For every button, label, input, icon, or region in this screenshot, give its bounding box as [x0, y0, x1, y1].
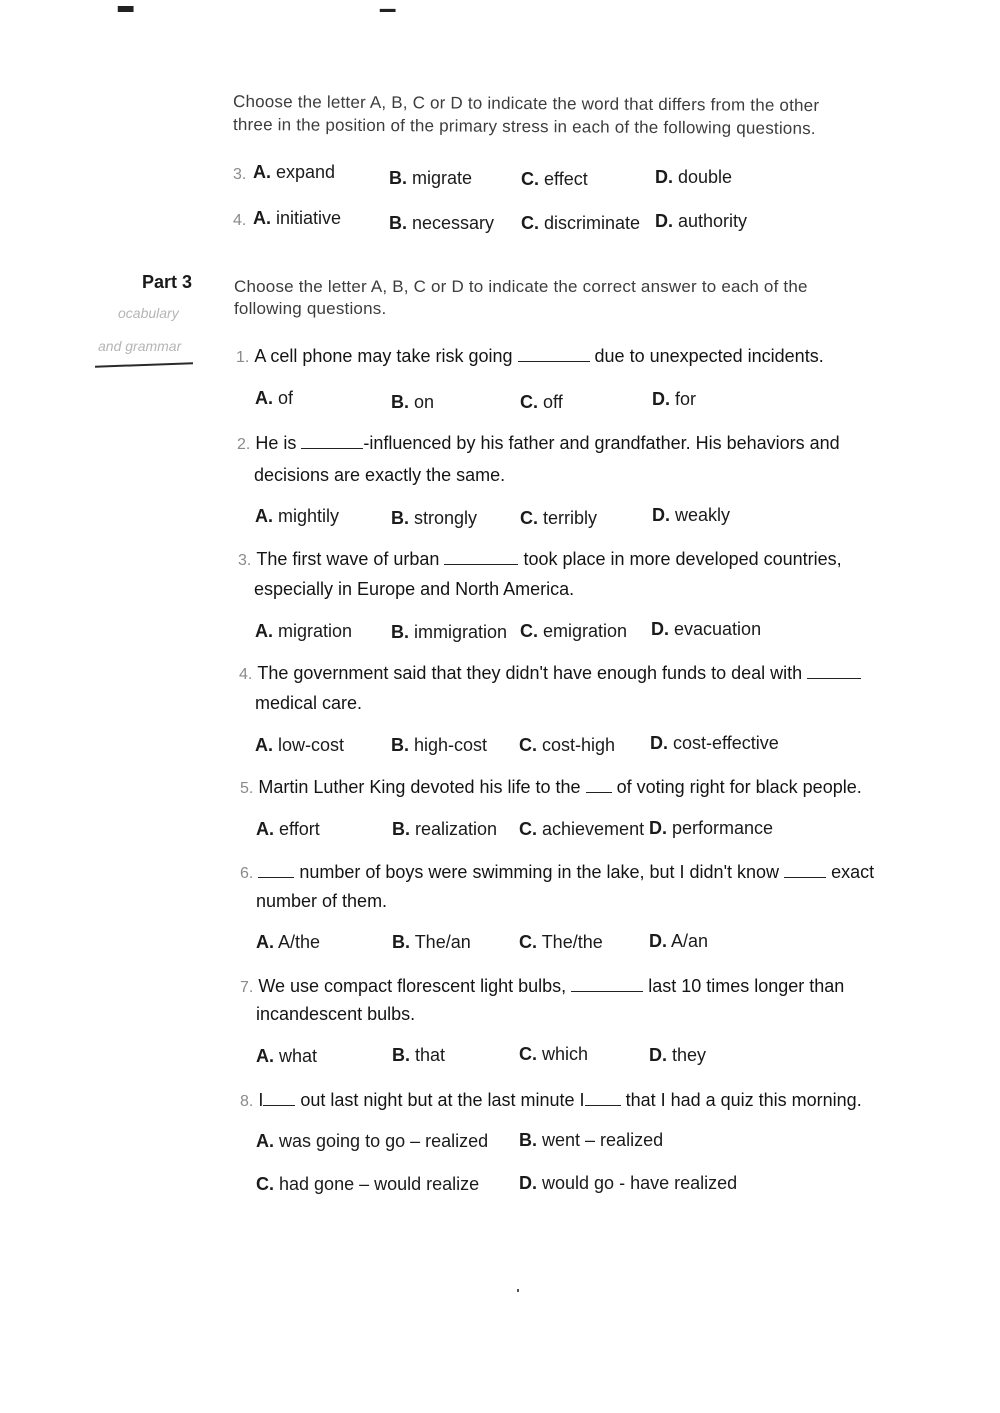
- scan-mark-right: ▁: [380, 0, 396, 12]
- question-4-line2: medical care.: [255, 693, 363, 713]
- question-number: 7.: [240, 979, 254, 996]
- question-number: 3.: [233, 166, 247, 183]
- side-label-vocabulary: ocabulary: [118, 305, 179, 321]
- scan-mark-left: ▂: [118, 0, 134, 12]
- question-3-line2: especially in Europe and North America.: [254, 579, 575, 599]
- option-c[interactable]: C. achievement: [519, 819, 645, 839]
- option-d[interactable]: D. weakly: [652, 505, 731, 525]
- answer-blank[interactable]: [807, 664, 861, 679]
- part-label: Part 3: [142, 272, 193, 292]
- option-c[interactable]: C. emigration: [520, 621, 628, 641]
- option-b[interactable]: B. realization: [392, 819, 498, 839]
- stress-question: [233, 162, 251, 186]
- answer-blank[interactable]: [518, 347, 590, 362]
- question-8: 8. I out last night but at the last minute I that I had a quiz this morning.: [240, 1090, 862, 1110]
- option-a[interactable]: A. A/the: [256, 932, 321, 952]
- option-a[interactable]: A. was going to go – realized: [256, 1131, 489, 1151]
- option-d[interactable]: D. performance: [649, 818, 774, 838]
- answer-blank[interactable]: [444, 550, 518, 565]
- scan-speck: [517, 1289, 519, 1292]
- question-4: 4. The government said that they didn't have enough funds to deal with: [239, 662, 861, 686]
- stress-instruction-line1: Choose the letter A, B, C or D to indicate the word that differs from the other: [232, 91, 820, 116]
- option-b[interactable]: B. on: [391, 392, 435, 412]
- option-a[interactable]: A. mightily: [255, 506, 340, 526]
- option-a[interactable]: A. initiative: [253, 208, 342, 228]
- question-number: 2.: [237, 436, 251, 453]
- stress-instruction-line2: three in the position of the primary stress in each of the following questions.: [232, 114, 816, 139]
- option-a[interactable]: A. of: [255, 388, 294, 408]
- option-b[interactable]: B. The/an: [392, 932, 471, 952]
- side-underline: [95, 362, 193, 367]
- answer-blank[interactable]: [258, 863, 294, 878]
- option-d[interactable]: D. for: [652, 389, 697, 409]
- question-2: 2. He is -influenced by his father and grandfather. His behaviors and: [237, 433, 840, 453]
- part3-instruction-line1: Choose the letter A, B, C or D to indicate the correct answer to each of the: [234, 277, 808, 296]
- option-a[interactable]: A. expand: [253, 162, 336, 182]
- option-d[interactable]: D. authority: [655, 211, 748, 231]
- option-a[interactable]: A. low-cost: [255, 735, 345, 755]
- option-a[interactable]: A. migration: [255, 621, 353, 641]
- option-c[interactable]: C. which: [519, 1044, 589, 1064]
- question-1: 1. A cell phone may take risk going due to unexpected incidents.: [236, 346, 824, 366]
- question-number: 6.: [240, 865, 254, 882]
- question-6-line2: number of them.: [256, 891, 388, 911]
- option-a[interactable]: A. what: [256, 1046, 318, 1066]
- option-c[interactable]: C. discriminate: [521, 213, 641, 233]
- option-d[interactable]: D. A/an: [649, 931, 709, 951]
- option-c[interactable]: C. terribly: [520, 508, 598, 528]
- question-number: 3.: [238, 552, 252, 569]
- question-number: 5.: [240, 780, 254, 797]
- option-c[interactable]: C. off: [520, 392, 563, 412]
- option-b[interactable]: B. strongly: [391, 508, 478, 528]
- option-b[interactable]: B. migrate: [389, 168, 473, 188]
- answer-blank[interactable]: [571, 977, 643, 992]
- question-number: 1.: [236, 349, 250, 366]
- option-d[interactable]: D. cost-effective: [650, 733, 779, 753]
- option-d[interactable]: D. they: [649, 1045, 707, 1065]
- option-d[interactable]: D. would go - have realized: [519, 1173, 738, 1193]
- question-number: 8.: [240, 1093, 254, 1110]
- option-c[interactable]: C. had gone – would realize: [256, 1174, 480, 1194]
- option-b[interactable]: B. necessary: [389, 213, 495, 233]
- question-3: 3. The first wave of urban took place in more developed countries,: [238, 549, 842, 569]
- option-d[interactable]: D. double: [655, 167, 733, 187]
- stress-question: [233, 208, 251, 232]
- side-label-grammar: and grammar: [98, 338, 182, 354]
- option-b[interactable]: B. immigration: [391, 622, 508, 642]
- question-7-line2: incandescent bulbs.: [256, 1004, 416, 1024]
- part3-instruction-line2: following questions.: [234, 299, 387, 318]
- answer-blank[interactable]: [586, 778, 612, 793]
- question-number: 4.: [233, 212, 247, 229]
- question-2-line2: decisions are exactly the same.: [254, 465, 506, 485]
- option-c[interactable]: C. cost-high: [519, 735, 616, 755]
- option-c[interactable]: C. The/the: [519, 932, 603, 952]
- answer-blank[interactable]: [301, 434, 363, 449]
- option-c[interactable]: C. effect: [521, 169, 588, 189]
- question-6: 6. number of boys were swimming in the lake, but I didn't know exact: [240, 862, 875, 882]
- option-b[interactable]: B. went – realized: [519, 1130, 664, 1150]
- answer-blank[interactable]: [585, 1091, 621, 1106]
- answer-blank[interactable]: [263, 1091, 295, 1106]
- option-a[interactable]: A. effort: [256, 819, 320, 839]
- question-7: 7. We use compact florescent light bulbs, last 10 times longer than: [240, 976, 845, 996]
- question-number: 4.: [239, 666, 253, 683]
- option-d[interactable]: D. evacuation: [651, 619, 762, 639]
- question-5: 5. Martin Luther King devoted his life to the of voting right for black people.: [240, 777, 862, 797]
- option-b[interactable]: B. high-cost: [391, 735, 488, 755]
- answer-blank[interactable]: [784, 863, 826, 878]
- option-b[interactable]: B. that: [392, 1045, 446, 1065]
